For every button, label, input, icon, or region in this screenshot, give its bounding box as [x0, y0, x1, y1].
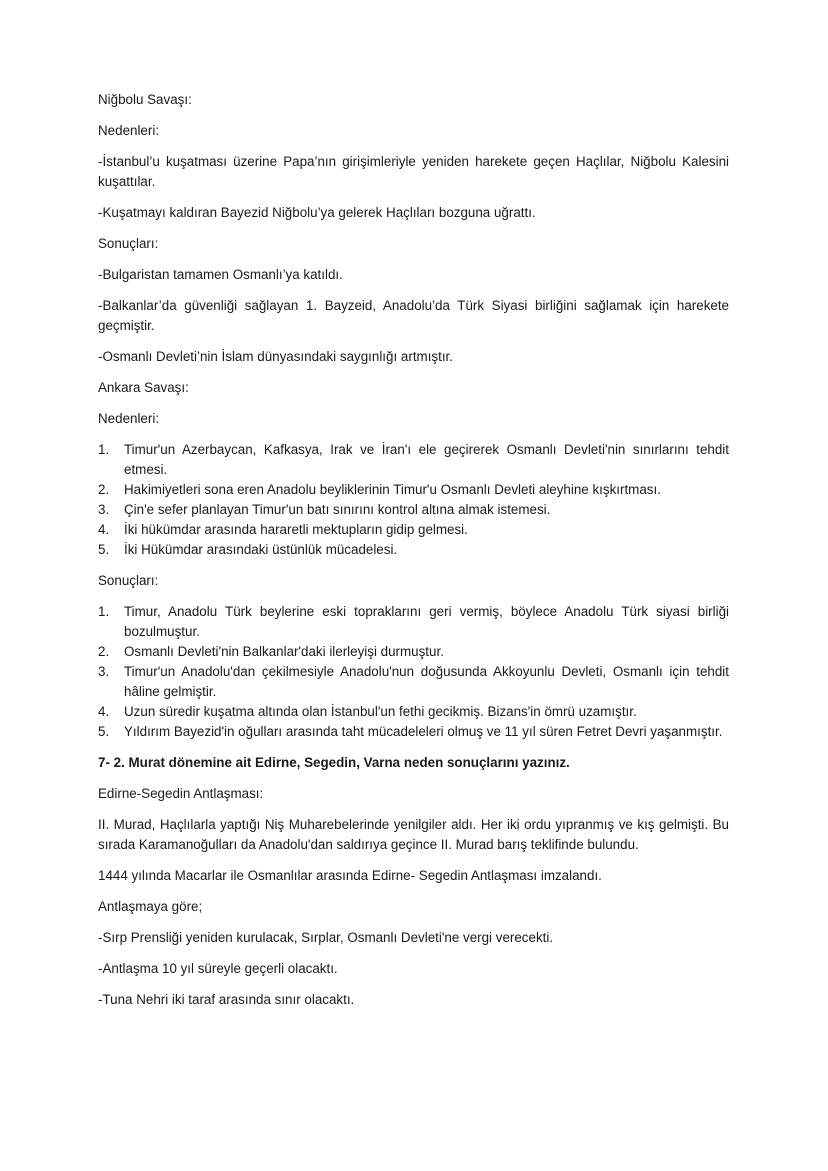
nigbolu-sonuc-1: -Bulgaristan tamamen Osmanlı’ya katıldı. — [98, 267, 343, 282]
list-number: 4. — [98, 522, 110, 537]
antlasma-gore-label: Antlaşmaya göre; — [98, 899, 203, 914]
list-item — [98, 440, 729, 480]
list-text: Osmanlı Devleti'nin Balkanlar'daki ilerleyişi durmuştur. — [124, 644, 444, 659]
antlasma-madde-1: -Sırp Prensliği yeniden kurulacak, Sırplar, Osmanlı Devleti'ne vergi verecekti. — [98, 930, 554, 945]
antlasma-madde-3: -Tuna Nehri iki taraf arasında sınır olacaktı. — [98, 992, 355, 1007]
list-item — [98, 480, 729, 500]
section-title-nigbolu: Niğbolu Savaşı: — [98, 92, 192, 107]
list-text: Hakimiyetleri sona eren Anadolu beyliklerinin Timur'u Osmanlı Devleti aleyhine kışkırtması. — [124, 482, 661, 497]
list-item — [98, 520, 729, 540]
edirne-segedin-paragraph-2: 1444 yılında Macarlar ile Osmanlılar arasında Edirne- Segedin Antlaşması imzalandı. — [98, 868, 602, 883]
list-number: 3. — [98, 502, 110, 517]
list-item — [98, 602, 729, 642]
edirne-segedin-paragraph-1: II. Murad, Haçlılarla yaptığı Niş Muharebelerinde yenilgiler aldı. Her iki ordu yıpranmış ve kış gelmişti. Bu sırada Karamanoğulları da Anadolu'dan saldırıya geçince II. Murad barış teklifinde bulundu. — [98, 817, 729, 852]
list-item — [98, 642, 729, 662]
nigbolu-neden-2: -Kuşatmayı kaldıran Bayezid Niğbolu’ya gelerek Haçlıları bozguna uğrattı. — [98, 205, 536, 220]
nigbolu-nedenleri-label: Nedenleri: — [98, 123, 160, 138]
list-item — [98, 500, 729, 520]
nigbolu-sonuclari-label: Sonuçları: — [98, 236, 159, 251]
list-number: 3. — [98, 664, 110, 679]
list-item — [98, 702, 729, 722]
list-text: Uzun süredir kuşatma altında olan İstanbul'un fethi gecikmiş. Bizans'in ömrü uzamıştır. — [124, 704, 637, 719]
nigbolu-sonuc-3: -Osmanlı Devleti’nin İslam dünyasındaki saygınlığı artmıştır. — [98, 349, 453, 364]
list-text: Yıldırım Bayezid'in oğulları arasında taht mücadeleleri olmuş ve 11 yıl süren Fetret Devri yaşanmıştır. — [124, 724, 723, 739]
list-text: Çin'e sefer planlayan Timur'un batı sınırını kontrol altına almak istemesi. — [124, 502, 551, 517]
list-item — [98, 722, 729, 742]
list-number: 1. — [98, 442, 110, 457]
list-text: İki hükümdar arasında hararetli mektupların gidip gelmesi. — [124, 522, 468, 537]
antlasma-madde-2: -Antlaşma 10 yıl süreyle geçerli olacaktı. — [98, 961, 338, 976]
nigbolu-neden-1: -İstanbul’u kuşatması üzerine Papa’nın girişimleriyle yeniden harekete geçen Haçlılar, Niğbolu Kalesini kuşattılar. — [98, 154, 729, 189]
list-text: Timur'un Azerbaycan, Kafkasya, Irak ve İran'ı ele geçirerek Osmanlı Devleti'nin sınırlarını tehdit etmesi. — [124, 442, 729, 477]
list-text: Timur'un Anadolu'dan çekilmesiyle Anadolu'nun doğusunda Akkoyunlu Devleti, Osmanlı için tehdit hâline gelmiştir. — [124, 664, 729, 699]
list-number: 1. — [98, 604, 110, 619]
ankara-sonuclari-list — [98, 602, 729, 742]
list-number: 4. — [98, 704, 110, 719]
list-number: 5. — [98, 542, 110, 557]
ankara-nedenleri-label: Nedenleri: — [98, 411, 160, 426]
ankara-nedenleri-list — [98, 440, 729, 560]
section-title-ankara: Ankara Savaşı: — [98, 380, 189, 395]
list-text: Timur, Anadolu Türk beylerine eski topraklarını geri vermiş, böylece Anadolu Türk siyasi birliği bozulmuştur. — [124, 604, 729, 639]
list-number: 2. — [98, 482, 110, 497]
list-number: 5. — [98, 724, 110, 739]
list-item — [98, 662, 729, 702]
list-item — [98, 540, 729, 560]
document-page — [98, 90, 729, 1021]
ankara-sonuclari-label: Sonuçları: — [98, 573, 159, 588]
list-number: 2. — [98, 644, 110, 659]
question-7-heading: 7- 2. Murat dönemine ait Edirne, Segedin, Varna neden sonuçlarını yazınız. — [98, 755, 570, 770]
edirne-segedin-subtitle: Edirne-Segedin Antlaşması: — [98, 786, 264, 801]
nigbolu-sonuc-2: -Balkanlar’da güvenliği sağlayan 1. Bayzeid, Anadolu’da Türk Siyasi birliğini sağlamak için harekete geçmiştir. — [98, 298, 729, 333]
list-text: İki Hükümdar arasındaki üstünlük mücadelesi. — [124, 542, 398, 557]
